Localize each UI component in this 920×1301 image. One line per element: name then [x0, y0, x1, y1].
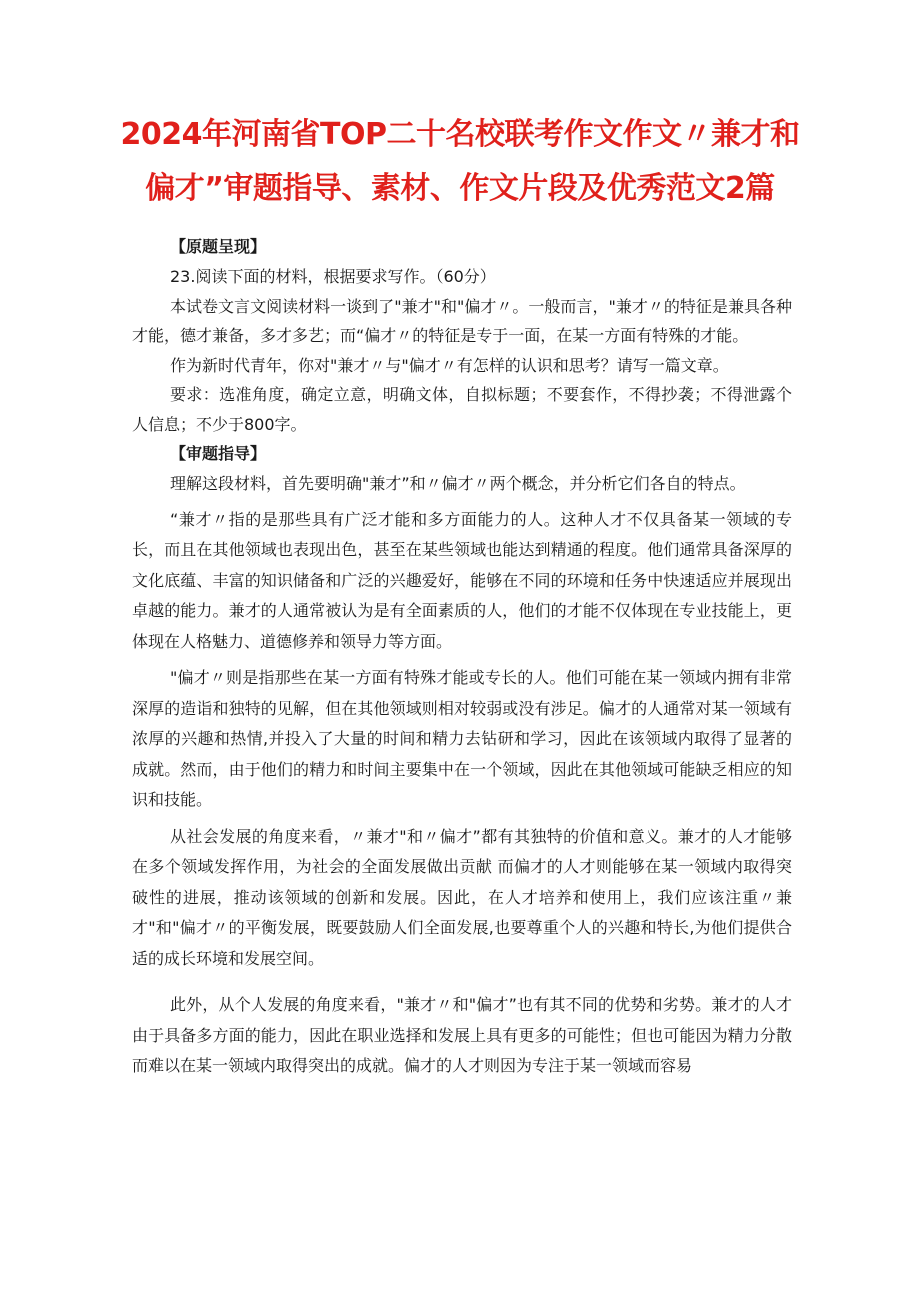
section-label-analysis-guide: 【审题指导】	[170, 444, 267, 463]
title-line-2: 偏才”审题指导、素材、作文片段及优秀范文2篇	[145, 171, 775, 206]
question-line: 23.阅读下面的材料，根据要求写作。（60分）	[170, 267, 496, 286]
title-line-1: 2024年河南省TOP二十名校联考作文作文〃兼才和	[120, 117, 800, 152]
document-title	[120, 108, 800, 216]
material-paragraph: 本试卷文言文阅读材料一谈到了"兼才"和"偏才〃。一般而言，"兼才〃的特征是兼具各种才能，德才兼备，多才多艺；而“偏才〃的特征是专于一面，在某一方面有特殊的才能。	[132, 296, 792, 345]
analysis-intro-paragraph: 理解这段材料，首先要明确"兼才”和〃偏才〃两个概念，并分析它们各自的特点。	[170, 474, 746, 493]
prompt-paragraph: 作为新时代青年，你对"兼才〃与"偏才〃有怎样的认识和思考？请写一篇文章。	[170, 355, 729, 375]
requirements-paragraph: 要求：选准角度，确定立意，明确文体，自拟标题；不要套作，不得抄袭；不得泄露个人信息；不少于800字。	[132, 385, 792, 434]
jiancai-paragraph: “兼才〃指的是那些具有广泛才能和多方面能力的人。这种人才不仅具备某一领域的专长，而且在其他领域也表现出色，甚至在某些领域也能达到精通的程度。他们通常具备深厚的文化底蕴、丰富的知识储备和广泛的兴趣爱好，能够在不同的环境和任务中快速适应并展现出卓越的能力。兼才的人通常被认为是有全面素质的人，他们的才能不仅体现在专业技能上，更体现在人格魅力、道德修养和领导力等方面。	[132, 509, 792, 651]
personal-perspective-paragraph: 此外，从个人发展的角度来看，"兼才〃和"偏才”也有其不同的优势和劣势。兼才的人才由于具备多方面的能力，因此在职业选择和发展上具有更多的可能性；但也可能因为精力分散而难以在某一领域内取得突出的成就。偏才的人才则因为专注于某一领域而容易	[132, 995, 792, 1075]
section-label-original-question: 【原题呈现】	[170, 237, 267, 256]
document-body	[132, 232, 792, 1082]
piancai-paragraph: "偏才〃则是指那些在某一方面有特殊才能或专长的人。他们可能在某一领域内拥有非常深厚的造诣和独特的见解，但在其他领域则相对较弱或没有涉足。偏才的人通常对某一领域有浓厚的兴趣和热情,并投入了大量的时间和精力去钻研和学习，因此在该领域内取得了显著的成就。然而，由于他们的精力和时间主要集中在一个领域，因此在其他领域可能缺乏相应的知识和技能。	[132, 668, 792, 809]
social-perspective-paragraph: 从社会发展的角度来看，〃兼才"和〃偏才”都有其独特的价值和意义。兼才的人才能够在多个领域发挥作用，为社会的全面发展做出贡献 而偏才的人才则能够在某一领域内取得突破性的进展，推动该领域的创新和发展。因此，在人才培养和使用上，我们应该注重〃兼才"和"偏才〃的平衡发展，既要鼓励人们全面发展,也要尊重个人的兴趣和特长,为他们提供合适的成长环境和发展空间。	[132, 826, 792, 968]
